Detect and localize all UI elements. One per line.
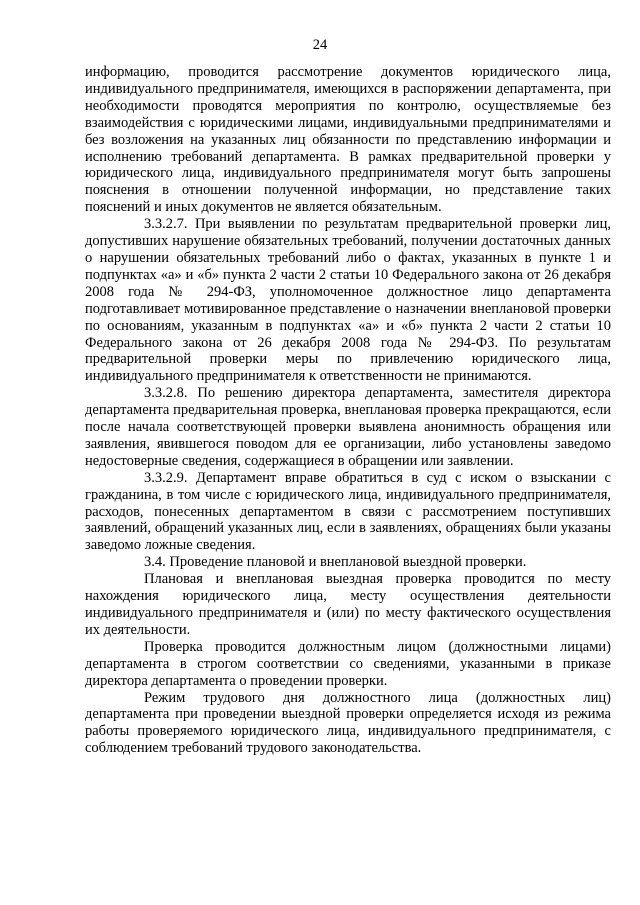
paragraph: Режим трудового дня должностного лица (должностных лиц) департамента при проведении выездной проверки определяется исходя из режима работы проверяемого юридического лица, индивидуального предпринимателя, с соблюдением требований трудового законодательства. bbox=[85, 689, 611, 757]
paragraph: Проверка проводится должностным лицом (должностными лицами) департамента в строгом соответствии со сведениями, указанными в приказе директора департамента о проведении проверки. bbox=[85, 638, 611, 689]
paragraph: 3.3.2.8. По решению директора департамента, заместителя директора департамента предварительная проверка, внеплановая проверка прекращаются, если после начала соответствующей проверки выявлена анонимность обращения или заявления, явившегося поводом для ее организации, либо установлены заведомо недостоверные сведения, содержащиеся в обращении или заявлении. bbox=[85, 385, 611, 469]
paragraph: Плановая и внеплановая выездная проверка проводится по месту нахождения юридического лица, месту осуществления деятельности индивидуального предпринимателя и (или) по месту фактического осуществления их деятельности. bbox=[85, 571, 611, 638]
paragraph: 3.3.2.9. Департамент вправе обратиться в суд с иском о взыскании с гражданина, в том числе с юридического лица, индивидуального предпринимателя, расходов, понесенных департаментом в связи с рассмотрением поступивших заявлений, обращений указанных лиц, если в заявлениях, обращениях были указаны заведомо ложные сведения. bbox=[85, 469, 611, 554]
document-body bbox=[85, 64, 611, 757]
section-heading: 3.4. Проведение плановой и внеплановой выездной проверки. bbox=[144, 554, 527, 571]
paragraph: информацию, проводится рассмотрение документов юридического лица, индивидуального предпринимателя, имеющихся в распоряжении департамента, при необходимости проводятся мероприятия по контролю, осуществляемые без взаимодействия с юридическими лицами, индивидуальными предпринимателями и без возложения на указанных лиц обязанности по представлению информации и исполнению требований департамента. В рамках предварительной проверки у юридического лица, индивидуального предпринимателя могут быть запрошены пояснения в отношении полученной информации, но представление таких пояснений и иных документов не является обязательным. bbox=[85, 64, 611, 216]
paragraph: 3.3.2.7. При выявлении по результатам предварительной проверки лиц, допустивших нарушение обязательных требований, получении достаточных данных о нарушении обязательных требований либо о фактах, указанных в пункте 1 и подпунктах «а» и «б» пункта 2 части 2 статьи 10 Федерального закона от 26 декабря 2008 года № 294-ФЗ, уполномоченное должностное лицо департамента подготавливает мотивированное представление о назначении внеплановой проверки по основаниям, указанным в подпунктах «а» и «б» пункта 2 части 2 статьи 10 Федерального закона от 26 декабря 2008 года № 294-ФЗ. По результатам предварительной проверки меры по привлечению юридического лица, индивидуального предпринимателя к ответственности не принимаются. bbox=[85, 216, 611, 385]
page-number: 24 bbox=[312, 37, 328, 53]
